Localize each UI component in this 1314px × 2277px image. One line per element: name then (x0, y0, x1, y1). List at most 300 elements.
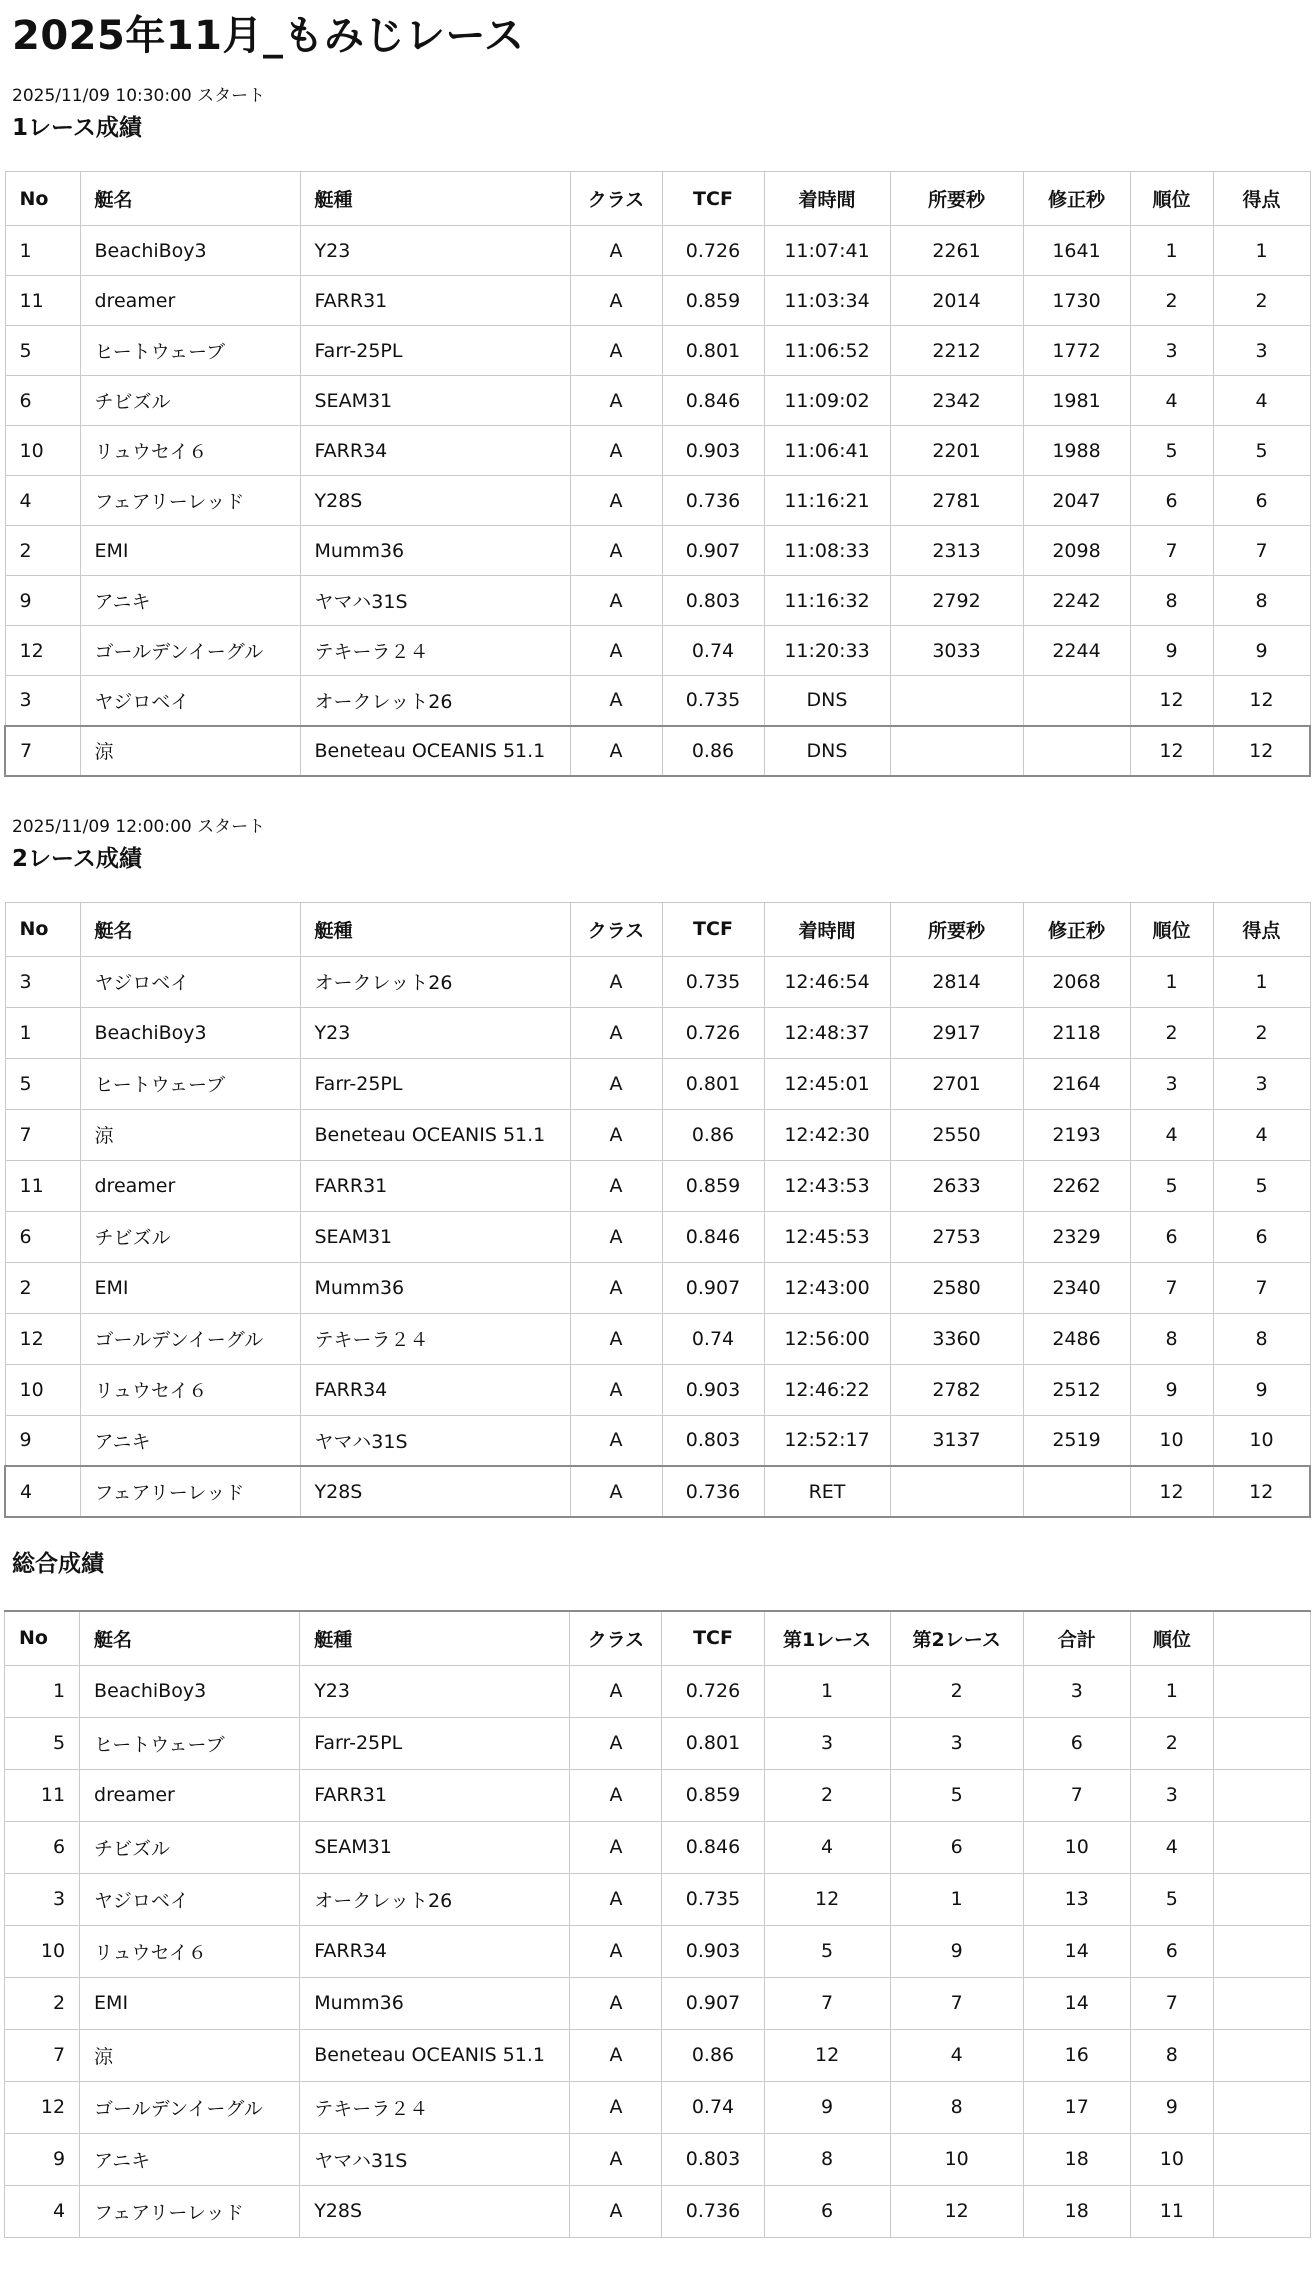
table-row (5, 1925, 1311, 1977)
cell-boat-name: 涼 (80, 726, 300, 776)
cell-tcf: 0.846 (662, 1821, 764, 1873)
table-row (5, 476, 1310, 526)
cell-class: A (570, 1466, 662, 1517)
cell-col10: 10 (1213, 1415, 1310, 1466)
cell-tcf: 0.735 (662, 676, 764, 726)
cell-tcf: 0.736 (662, 1466, 764, 1517)
cell-class: A (570, 226, 662, 276)
race1-results-table (4, 171, 1311, 777)
cell-col6: 12:56:00 (764, 1313, 890, 1364)
cell-no: 3 (5, 676, 80, 726)
cell-col9: 4 (1130, 376, 1213, 426)
column-header-no: No (5, 1611, 80, 1665)
cell-boat-name: EMI (80, 526, 300, 576)
cell-no: 2 (5, 1262, 80, 1313)
cell-col10: 9 (1213, 1364, 1310, 1415)
cell-tcf: 0.803 (662, 1415, 764, 1466)
cell-class: A (570, 1160, 662, 1211)
column-header-col9: 順位 (1130, 172, 1213, 226)
cell-col9: 9 (1130, 626, 1213, 676)
cell-no: 9 (5, 1415, 80, 1466)
cell-boat-type: Y23 (300, 1665, 570, 1717)
cell-col7: 2261 (890, 226, 1023, 276)
cell-no: 2 (5, 1977, 80, 2029)
table-row (5, 726, 1310, 776)
cell-boat-type: Y28S (300, 1466, 570, 1517)
cell-col6: 12:45:01 (764, 1058, 890, 1109)
cell-col10 (1213, 2133, 1310, 2185)
cell-col9: 2 (1130, 276, 1213, 326)
cell-boat-type: Beneteau OCEANIS 51.1 (300, 2029, 570, 2081)
cell-boat-type: ヤマハ31S (300, 1415, 570, 1466)
cell-col9: 6 (1130, 1925, 1213, 1977)
column-header-no: No (5, 172, 80, 226)
cell-class: A (570, 2081, 662, 2133)
cell-col8: 2098 (1023, 526, 1130, 576)
cell-col6: 11:03:34 (764, 276, 890, 326)
column-header-class: クラス (570, 902, 662, 956)
cell-boat-name: ゴールデンイーグル (80, 626, 300, 676)
cell-col8: 1981 (1023, 376, 1130, 426)
cell-col6: 12:46:54 (764, 956, 890, 1007)
cell-col9: 12 (1130, 726, 1213, 776)
cell-col8: 17 (1023, 2081, 1130, 2133)
race1-heading: 1レース成績 (12, 115, 142, 141)
cell-col10: 5 (1213, 1160, 1310, 1211)
cell-col9: 11 (1130, 2185, 1213, 2237)
cell-col7: 12 (890, 2185, 1023, 2237)
cell-col10 (1213, 1769, 1310, 1821)
cell-tcf: 0.907 (662, 1262, 764, 1313)
cell-no: 7 (5, 726, 80, 776)
cell-no: 6 (5, 1211, 80, 1262)
cell-col10: 4 (1213, 1109, 1310, 1160)
cell-col10: 4 (1213, 376, 1310, 426)
table-row (5, 956, 1310, 1007)
cell-boat-name: EMI (80, 1262, 300, 1313)
cell-boat-type: Y28S (300, 2185, 570, 2237)
cell-col8: 2340 (1023, 1262, 1130, 1313)
cell-col8: 18 (1023, 2133, 1130, 2185)
cell-col9: 2 (1130, 1717, 1213, 1769)
cell-tcf: 0.74 (662, 626, 764, 676)
cell-tcf: 0.726 (662, 226, 764, 276)
cell-boat-type: Y23 (300, 1007, 570, 1058)
cell-boat-name: dreamer (80, 1160, 300, 1211)
table-row (5, 2133, 1311, 2185)
cell-class: A (570, 1873, 662, 1925)
column-header-boat-name: 艇名 (80, 902, 300, 956)
cell-col9: 7 (1130, 1977, 1213, 2029)
cell-col10 (1213, 1925, 1310, 1977)
cell-col10 (1213, 1873, 1310, 1925)
cell-class: A (570, 1211, 662, 1262)
cell-class: A (570, 1977, 662, 2029)
cell-col7: 2313 (890, 526, 1023, 576)
cell-boat-name: ヒートウェーブ (80, 1717, 300, 1769)
column-header-col7: 所要秒 (890, 902, 1023, 956)
cell-boat-name: チビズル (80, 1211, 300, 1262)
cell-boat-name: アニキ (80, 2133, 300, 2185)
cell-col10: 2 (1213, 1007, 1310, 1058)
table-row (5, 1873, 1311, 1925)
table-row (5, 1769, 1311, 1821)
cell-boat-name: EMI (80, 1977, 300, 2029)
cell-col6: 12:43:53 (764, 1160, 890, 1211)
column-header-col9: 順位 (1130, 902, 1213, 956)
cell-no: 3 (5, 1873, 80, 1925)
cell-class: A (570, 1364, 662, 1415)
cell-col6: 11:20:33 (764, 626, 890, 676)
cell-col7: 2212 (890, 326, 1023, 376)
column-header-boat-type: 艇種 (300, 902, 570, 956)
table-row (5, 426, 1310, 476)
table-row (5, 1415, 1310, 1466)
cell-col7: 2201 (890, 426, 1023, 476)
cell-tcf: 0.859 (662, 276, 764, 326)
cell-col9: 8 (1130, 2029, 1213, 2081)
cell-col9: 7 (1130, 1262, 1213, 1313)
table-row (5, 1665, 1311, 1717)
table-row (5, 1262, 1310, 1313)
column-header-no: No (5, 902, 80, 956)
cell-tcf: 0.859 (662, 1160, 764, 1211)
table-row (5, 2081, 1311, 2133)
cell-col7: 2781 (890, 476, 1023, 526)
cell-boat-type: Y28S (300, 476, 570, 526)
cell-col7: 6 (890, 1821, 1023, 1873)
cell-col9: 4 (1130, 1821, 1213, 1873)
race2-heading: 2レース成績 (12, 845, 142, 872)
cell-boat-type: Mumm36 (300, 526, 570, 576)
cell-col9: 3 (1130, 326, 1213, 376)
cell-boat-name: BeachiBoy3 (80, 226, 300, 276)
column-header-col7: 第2レース (890, 1611, 1023, 1665)
cell-col7: 7 (890, 1977, 1023, 2029)
cell-col6: DNS (764, 676, 890, 726)
table-row (5, 2029, 1311, 2081)
cell-col8: 2047 (1023, 476, 1130, 526)
cell-col6: 2 (764, 1769, 890, 1821)
cell-boat-name: ヤジロベイ (80, 1873, 300, 1925)
column-header-col8: 修正秒 (1023, 902, 1130, 956)
cell-boat-type: ヤマハ31S (300, 2133, 570, 2185)
cell-no: 1 (5, 1665, 80, 1717)
cell-boat-name: フェアリーレッド (80, 476, 300, 526)
cell-no: 12 (5, 1313, 80, 1364)
cell-col6: 12 (764, 1873, 890, 1925)
page-title: 2025年11月_もみじレース (12, 13, 525, 59)
cell-class: A (570, 2029, 662, 2081)
cell-boat-name: BeachiBoy3 (80, 1007, 300, 1058)
column-header-col6: 着時間 (764, 172, 890, 226)
table-row (5, 1058, 1310, 1109)
cell-boat-type: テキーラ２４ (300, 626, 570, 676)
table-row (5, 526, 1310, 576)
cell-col9: 6 (1130, 1211, 1213, 1262)
cell-col9: 9 (1130, 2081, 1213, 2133)
cell-tcf: 0.801 (662, 1717, 764, 1769)
cell-col8: 18 (1023, 2185, 1130, 2237)
cell-col10: 1 (1213, 956, 1310, 1007)
cell-no: 1 (5, 226, 80, 276)
column-header-col10: 得点 (1213, 172, 1310, 226)
cell-col9: 8 (1130, 1313, 1213, 1364)
cell-boat-name: dreamer (80, 1769, 300, 1821)
cell-no: 11 (5, 1160, 80, 1211)
cell-boat-type: オークレット26 (300, 676, 570, 726)
cell-tcf: 0.803 (662, 576, 764, 626)
cell-no: 12 (5, 626, 80, 676)
table-row (5, 2185, 1311, 2237)
cell-col8 (1023, 1466, 1130, 1517)
cell-no: 3 (5, 956, 80, 1007)
cell-col6: 12:48:37 (764, 1007, 890, 1058)
cell-col9: 7 (1130, 526, 1213, 576)
column-header-col10: 得点 (1213, 902, 1310, 956)
table-row (5, 276, 1310, 326)
cell-col10 (1213, 1665, 1310, 1717)
cell-boat-name: ヤジロベイ (80, 676, 300, 726)
cell-boat-name: ヒートウェーブ (80, 326, 300, 376)
cell-col10 (1213, 1977, 1310, 2029)
cell-col10: 7 (1213, 526, 1310, 576)
cell-col6: 7 (764, 1977, 890, 2029)
cell-boat-name: チビズル (80, 1821, 300, 1873)
cell-col8: 2164 (1023, 1058, 1130, 1109)
cell-col10: 6 (1213, 1211, 1310, 1262)
cell-col6: 11:16:21 (764, 476, 890, 526)
cell-col10: 6 (1213, 476, 1310, 526)
cell-col9: 12 (1130, 676, 1213, 726)
column-header-boat-name: 艇名 (80, 1611, 300, 1665)
cell-col6: DNS (764, 726, 890, 776)
cell-col7: 3137 (890, 1415, 1023, 1466)
cell-no: 6 (5, 376, 80, 426)
cell-col6: 11:07:41 (764, 226, 890, 276)
cell-col6: 11:06:41 (764, 426, 890, 476)
cell-boat-type: FARR31 (300, 276, 570, 326)
table-row (5, 226, 1310, 276)
cell-boat-type: Mumm36 (300, 1262, 570, 1313)
cell-col10: 9 (1213, 626, 1310, 676)
table-row (5, 1211, 1310, 1262)
cell-boat-type: FARR34 (300, 426, 570, 476)
cell-col7: 2633 (890, 1160, 1023, 1211)
cell-boat-type: Y23 (300, 226, 570, 276)
cell-tcf: 0.86 (662, 1109, 764, 1160)
cell-col10: 8 (1213, 576, 1310, 626)
table-row (5, 626, 1310, 676)
table-row (5, 1717, 1311, 1769)
cell-col6: 3 (764, 1717, 890, 1769)
cell-col9: 12 (1130, 1466, 1213, 1517)
column-header-col10 (1213, 1611, 1310, 1665)
cell-boat-name: ヒートウェーブ (80, 1058, 300, 1109)
cell-boat-name: 涼 (80, 2029, 300, 2081)
cell-tcf: 0.86 (662, 2029, 764, 2081)
cell-col7: 4 (890, 2029, 1023, 2081)
cell-tcf: 0.74 (662, 2081, 764, 2133)
table-row (5, 1313, 1310, 1364)
cell-col10: 3 (1213, 1058, 1310, 1109)
cell-no: 7 (5, 2029, 80, 2081)
cell-col9: 1 (1130, 226, 1213, 276)
race2-start-time: 2025/11/09 12:00:00 スタート (12, 816, 266, 837)
cell-tcf: 0.74 (662, 1313, 764, 1364)
cell-class: A (570, 1415, 662, 1466)
cell-col8: 2242 (1023, 576, 1130, 626)
cell-boat-type: FARR34 (300, 1925, 570, 1977)
column-header-col6: 第1レース (764, 1611, 890, 1665)
cell-class: A (570, 626, 662, 676)
cell-col8: 14 (1023, 1977, 1130, 2029)
cell-class: A (570, 576, 662, 626)
cell-col7: 1 (890, 1873, 1023, 1925)
cell-no: 5 (5, 1058, 80, 1109)
cell-col8: 13 (1023, 1873, 1130, 1925)
cell-col6: 11:16:32 (764, 576, 890, 626)
cell-boat-type: オークレット26 (300, 1873, 570, 1925)
cell-class: A (570, 1665, 662, 1717)
cell-col8: 16 (1023, 2029, 1130, 2081)
cell-col7: 2580 (890, 1262, 1023, 1313)
cell-col6: 6 (764, 2185, 890, 2237)
cell-class: A (570, 526, 662, 576)
cell-no: 10 (5, 1925, 80, 1977)
cell-boat-type: Beneteau OCEANIS 51.1 (300, 726, 570, 776)
cell-boat-type: SEAM31 (300, 1211, 570, 1262)
cell-col10 (1213, 1821, 1310, 1873)
cell-col8: 1641 (1023, 226, 1130, 276)
cell-col8: 10 (1023, 1821, 1130, 1873)
cell-boat-name: アニキ (80, 576, 300, 626)
cell-col8: 6 (1023, 1717, 1130, 1769)
cell-col8: 2193 (1023, 1109, 1130, 1160)
cell-col10: 1 (1213, 226, 1310, 276)
table-row (5, 1821, 1311, 1873)
cell-col6: 12:46:22 (764, 1364, 890, 1415)
cell-class: A (570, 426, 662, 476)
cell-col9: 10 (1130, 2133, 1213, 2185)
cell-boat-type: Farr-25PL (300, 326, 570, 376)
table-row (5, 1109, 1310, 1160)
table-header-row (5, 1611, 1311, 1665)
cell-tcf: 0.846 (662, 1211, 764, 1262)
cell-boat-type: ヤマハ31S (300, 576, 570, 626)
cell-class: A (570, 1821, 662, 1873)
cell-class: A (570, 1717, 662, 1769)
cell-boat-name: フェアリーレッド (80, 2185, 300, 2237)
cell-col9: 3 (1130, 1769, 1213, 1821)
cell-tcf: 0.859 (662, 1769, 764, 1821)
cell-col7 (890, 676, 1023, 726)
cell-col7: 2792 (890, 576, 1023, 626)
table-row (5, 1466, 1310, 1517)
table-row (5, 576, 1310, 626)
cell-boat-name: リュウセイ６ (80, 1364, 300, 1415)
cell-boat-type: Beneteau OCEANIS 51.1 (300, 1109, 570, 1160)
column-header-tcf: TCF (662, 172, 764, 226)
cell-col6: 11:08:33 (764, 526, 890, 576)
cell-class: A (570, 1262, 662, 1313)
cell-col9: 2 (1130, 1007, 1213, 1058)
cell-col6: 11:09:02 (764, 376, 890, 426)
cell-col7: 9 (890, 1925, 1023, 1977)
cell-col10: 12 (1213, 676, 1310, 726)
cell-class: A (570, 1313, 662, 1364)
cell-col6: 12:52:17 (764, 1415, 890, 1466)
column-header-class: クラス (570, 172, 662, 226)
cell-tcf: 0.801 (662, 326, 764, 376)
cell-col7: 2701 (890, 1058, 1023, 1109)
cell-col9: 4 (1130, 1109, 1213, 1160)
cell-col8: 14 (1023, 1925, 1130, 1977)
cell-no: 5 (5, 326, 80, 376)
cell-col8: 7 (1023, 1769, 1130, 1821)
cell-class: A (570, 726, 662, 776)
cell-class: A (570, 276, 662, 326)
cell-col7 (890, 726, 1023, 776)
cell-col6: 12 (764, 2029, 890, 2081)
cell-col9: 3 (1130, 1058, 1213, 1109)
cell-col7: 5 (890, 1769, 1023, 1821)
cell-col8: 2512 (1023, 1364, 1130, 1415)
cell-col8: 2118 (1023, 1007, 1130, 1058)
cell-boat-type: Farr-25PL (300, 1058, 570, 1109)
cell-col6: 1 (764, 1665, 890, 1717)
cell-col10: 12 (1213, 726, 1310, 776)
cell-boat-type: オークレット26 (300, 956, 570, 1007)
cell-class: A (570, 376, 662, 426)
cell-col9: 6 (1130, 476, 1213, 526)
cell-no: 1 (5, 1007, 80, 1058)
table-row (5, 1007, 1310, 1058)
cell-col9: 1 (1130, 1665, 1213, 1717)
cell-col8 (1023, 676, 1130, 726)
cell-boat-type: Farr-25PL (300, 1717, 570, 1769)
cell-tcf: 0.726 (662, 1007, 764, 1058)
column-header-class: クラス (570, 1611, 662, 1665)
cell-col7: 2342 (890, 376, 1023, 426)
cell-no: 4 (5, 2185, 80, 2237)
cell-col7: 10 (890, 2133, 1023, 2185)
cell-col10 (1213, 2185, 1310, 2237)
cell-col9: 8 (1130, 576, 1213, 626)
cell-boat-name: ゴールデンイーグル (80, 2081, 300, 2133)
cell-col8: 2262 (1023, 1160, 1130, 1211)
cell-tcf: 0.903 (662, 426, 764, 476)
table-row (5, 1160, 1310, 1211)
cell-no: 9 (5, 576, 80, 626)
cell-tcf: 0.735 (662, 956, 764, 1007)
cell-col6: 11:06:52 (764, 326, 890, 376)
cell-boat-name: BeachiBoy3 (80, 1665, 300, 1717)
overall-results-table (4, 1610, 1311, 2238)
cell-no: 10 (5, 426, 80, 476)
cell-boat-name: アニキ (80, 1415, 300, 1466)
cell-class: A (570, 326, 662, 376)
cell-col10 (1213, 2029, 1310, 2081)
cell-class: A (570, 1925, 662, 1977)
cell-col6: 12:43:00 (764, 1262, 890, 1313)
cell-col10 (1213, 1717, 1310, 1769)
table-row (5, 1364, 1310, 1415)
cell-col7: 8 (890, 2081, 1023, 2133)
cell-col8: 3 (1023, 1665, 1130, 1717)
cell-tcf: 0.907 (662, 526, 764, 576)
cell-class: A (570, 2133, 662, 2185)
